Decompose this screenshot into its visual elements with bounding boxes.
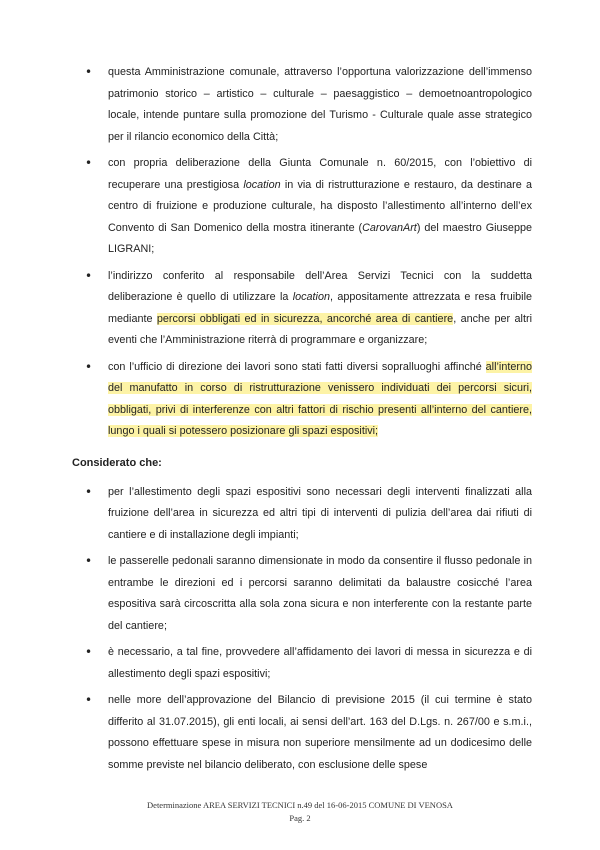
list-item xyxy=(72,153,532,261)
text-segment: ) del maestro Giuseppe LIGRANI; xyxy=(108,221,532,255)
italic-text: location xyxy=(292,291,330,303)
text-segment: è necessario, a tal fine, provvedere all’affidamento dei lavori di messa in sicurezza e di allestimento degli spazi espositivi; xyxy=(108,646,532,680)
list-item xyxy=(72,357,532,443)
italic-text: location xyxy=(243,178,281,191)
list-item-text xyxy=(108,357,532,443)
list-item-text xyxy=(108,266,532,352)
list-item xyxy=(72,551,532,637)
highlighted-text: percorsi obbligati ed in sicurezza, ancorché area di cantiere xyxy=(156,312,454,325)
footer-page-number: Pag. 2 xyxy=(289,813,311,823)
list-item xyxy=(72,690,532,776)
text-segment: in via di ristrutturazione e restauro, da destinare a centro di fruizione e produzione culturale, ha disposto l’allestimento all’interno dell’ex Convento di San Domenico della mostra itinerante ( xyxy=(108,178,532,234)
italic-text: CarovanArt xyxy=(362,221,417,234)
list-item-text xyxy=(108,482,532,547)
list-item-text xyxy=(108,62,532,148)
list-item-text xyxy=(108,551,532,637)
text-segment: le passerelle pedonali saranno dimensionate in modo da consentire il flusso pedonale in entrambe le direzioni ed i percorsi saranno delimitati da balaustre cosicché l’area espositiva sarà circoscritta alla sola zona sicura e non interferente con la restante parte del cantiere; xyxy=(108,555,532,632)
list-item xyxy=(72,266,532,352)
bullet-icon: • xyxy=(85,359,93,374)
text-segment: questa Amministrazione comunale, attraverso l’opportuna valorizzazione dell’immenso patrimonio storico – artistico – culturale – paesaggistico – demoetnoantropologico locale, intende puntare sulla promozione del Turismo - Culturale quale asse strategico per il rilancio economico della Città; xyxy=(108,66,532,143)
text-segment: , anche per altri eventi che l’Amministrazione riterrà di programmare e organizzare; xyxy=(108,312,532,346)
text-segment: per l’allestimento degli spazi espositivi sono necessari degli interventi finalizzati alla fruizione dell’area in sicurezza ed altri tipi di interventi di pulizia dell’area dai rifiuti di cantiere e di installazione degli impianti; xyxy=(108,485,532,541)
bullet-icon: • xyxy=(85,156,93,170)
list-item-text xyxy=(108,642,532,685)
section-heading: Considerato che: xyxy=(72,456,162,469)
bullet-icon: • xyxy=(85,268,93,283)
text-segment: nelle more dell’approvazione del Bilancio di previsione 2015 (il cui termine è stato differito al 31.07.2015), gli enti locali, ai sensi dell’art. 163 del D.Lgs. n. 267/00 e s.m.i., possono effettuare spese in misura non superiore mensilmente ad un dodicesimo delle somme previste nel bilancio deliberato, con esclusione delle spese xyxy=(108,694,532,771)
list-item-text xyxy=(108,153,532,261)
list-item-text xyxy=(108,690,532,776)
bullet-icon: • xyxy=(85,645,93,659)
text-segment: con l’ufficio di direzione dei lavori sono stati fatti diversi sopralluoghi affinché xyxy=(108,360,486,373)
document-body xyxy=(72,62,532,781)
list-item xyxy=(72,62,532,148)
bullet-icon: • xyxy=(85,693,93,707)
text-segment: l’indirizzo conferito al responsabile dell’Area Servizi Tecnici con la suddetta deliberazione è quello di utilizzare la xyxy=(108,269,532,303)
footer-determination: Determinazione AREA SERVIZI TECNICI n.49 del 16-06-2015 COMUNE DI VENOSA xyxy=(147,800,453,810)
highlighted-text: all’interno del manufatto in corso di ristrutturazione venissero individuati dei percorsi sicuri, obbligati, privi di interferenze con altri fattori di rischio presenti all’interno del cantiere, lungo i quali si potessero posizionare gli spazi espositivi; xyxy=(108,360,532,437)
text-segment: con propria deliberazione della Giunta Comunale n. 60/2015, con l’obiettivo di recuperare una prestigiosa xyxy=(108,157,532,191)
list-item xyxy=(72,482,532,547)
bullet-icon: • xyxy=(85,554,93,568)
premises-list xyxy=(72,62,532,443)
bullet-icon: • xyxy=(85,484,93,499)
list-item xyxy=(72,642,532,685)
bullet-icon: • xyxy=(85,65,93,79)
text-segment: , appositamente attrezzata e resa fruibile mediante xyxy=(108,291,532,325)
considerations-list xyxy=(72,482,532,777)
